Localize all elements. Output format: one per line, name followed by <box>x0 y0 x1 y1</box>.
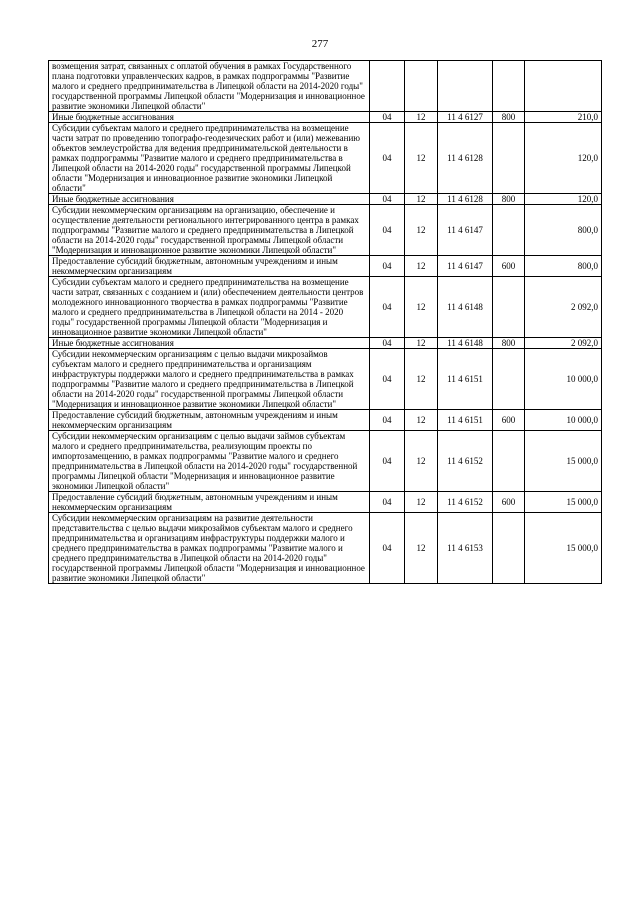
row-expense-type: 800 <box>493 194 525 205</box>
row-description: Предоставление субсидий бюджетным, автономным учреждениям и иным некоммерческим организациям <box>49 492 370 513</box>
table-row <box>49 256 602 277</box>
row-expense-type <box>493 123 525 194</box>
row-section: 04 <box>370 256 405 277</box>
row-description: Субсидии некоммерческим организациям с целью выдачи займов субъектам малого и среднего предпринимательства, реализующим проекты по импортозамещению, в рамках подпрограммы "Развитие малого и среднего предпринимательства в Липецкой области на 2014-2020 годы" государственной программы Липецкой области "Модернизация и инновационное развитие экономики Липецкой области" <box>49 431 370 492</box>
row-description: Субсидии субъектам малого и среднего предпринимательства на возмещение части затрат по проведению топографо-геодезических работ и (или) межеванию объектов землеустройства для ведения предпринимательской деятельности в рамках подпрограммы "Развитие малого и среднего предпринимательства в Липецкой области на 2014-2020 годы" государственной программы Липецкой области "Модернизация и инновационное развитие экономики Липецкой области" <box>49 123 370 194</box>
row-section: 04 <box>370 338 405 349</box>
row-expense-type <box>493 513 525 584</box>
row-expense-type: 600 <box>493 410 525 431</box>
row-subsection <box>405 61 438 112</box>
row-target-article: 11 4 6153 <box>438 513 493 584</box>
row-subsection: 12 <box>405 338 438 349</box>
table-row <box>49 123 602 194</box>
table-row <box>49 112 602 123</box>
row-amount: 10 000,0 <box>525 349 602 410</box>
row-subsection: 12 <box>405 410 438 431</box>
row-target-article: 11 4 6127 <box>438 112 493 123</box>
row-target-article <box>438 61 493 112</box>
table-row <box>49 513 602 584</box>
row-amount: 10 000,0 <box>525 410 602 431</box>
row-expense-type: 800 <box>493 338 525 349</box>
row-description: Предоставление субсидий бюджетным, автономным учреждениям и иным некоммерческим организациям <box>49 410 370 431</box>
row-subsection: 12 <box>405 123 438 194</box>
row-section <box>370 61 405 112</box>
row-section: 04 <box>370 277 405 338</box>
row-description: Предоставление субсидий бюджетным, автономным учреждениям и иным некоммерческим организациям <box>49 256 370 277</box>
row-expense-type: 600 <box>493 256 525 277</box>
table-row <box>49 410 602 431</box>
row-amount: 120,0 <box>525 123 602 194</box>
table-row <box>49 492 602 513</box>
row-section: 04 <box>370 205 405 256</box>
row-section: 04 <box>370 431 405 492</box>
row-target-article: 11 4 6148 <box>438 277 493 338</box>
row-amount <box>525 61 602 112</box>
row-amount: 210,0 <box>525 112 602 123</box>
row-expense-type: 600 <box>493 492 525 513</box>
row-subsection: 12 <box>405 431 438 492</box>
row-expense-type <box>493 277 525 338</box>
row-section: 04 <box>370 112 405 123</box>
row-subsection: 12 <box>405 277 438 338</box>
table-row <box>49 277 602 338</box>
row-description: Иные бюджетные ассигнования <box>49 338 370 349</box>
table-row <box>49 431 602 492</box>
row-section: 04 <box>370 194 405 205</box>
row-target-article: 11 4 6152 <box>438 492 493 513</box>
row-subsection: 12 <box>405 256 438 277</box>
row-amount: 120,0 <box>525 194 602 205</box>
row-amount: 15 000,0 <box>525 431 602 492</box>
table-row <box>49 338 602 349</box>
row-description: Субсидии некоммерческим организациям на организацию, обеспечение и осуществление деятельности регионального интегрированного центра в рамках подпрограммы "Развитие малого и среднего предпринимательства в Липецкой области на 2014-2020 годы" государственной программы Липецкой области "Модернизация и инновационное развитие экономики Липецкой области" <box>49 205 370 256</box>
row-target-article: 11 4 6128 <box>438 194 493 205</box>
row-expense-type <box>493 431 525 492</box>
row-subsection: 12 <box>405 492 438 513</box>
row-section: 04 <box>370 349 405 410</box>
row-target-article: 11 4 6148 <box>438 338 493 349</box>
row-description: Субсидии некоммерческим организациям с целью выдачи микрозаймов субъектам малого и среднего предпринимательства и организациям инфраструктуры поддержки малого и среднего предпринимательства в рамках подпрограммы "Развитие малого и среднего предпринимательства в Липецкой области на 2014-2020 годы" государственной программы Липецкой области "Модернизация и инновационное развитие экономики Липецкой области" <box>49 349 370 410</box>
row-section: 04 <box>370 513 405 584</box>
row-expense-type <box>493 349 525 410</box>
row-description: Субсидии субъектам малого и среднего предпринимательства на возмещение части затрат, связанных с созданием и (или) обеспечением деятельности центров молодежного инновационного творчества в рамках подпрограммы "Развитие малого и среднего предпринимательства в Липецкой области на 2014 - 2020 годы" государственной программы Липецкой области "Модернизация и инновационное развитие экономики Липецкой области" <box>49 277 370 338</box>
page-number: 277 <box>311 38 329 50</box>
row-section: 04 <box>370 492 405 513</box>
row-target-article: 11 4 6152 <box>438 431 493 492</box>
row-amount: 2 092,0 <box>525 277 602 338</box>
budget-table <box>48 60 602 584</box>
row-amount: 800,0 <box>525 205 602 256</box>
row-expense-type: 800 <box>493 112 525 123</box>
row-description: Субсидии некоммерческим организациям на развитие деятельности представительства с целью выдачи микрозаймов субъектам малого и среднего предпринимательства и организациям инфраструктуры поддержки малого и среднего предпринимательства в рамках подпрограммы "Развитие малого и среднего предпринимательства в Липецкой области на 2014-2020 годы" государственной программы Липецкой области "Модернизация и инновационное развитие экономики Липецкой области" <box>49 513 370 584</box>
table-row <box>49 194 602 205</box>
row-target-article: 11 4 6147 <box>438 256 493 277</box>
table-row <box>49 61 602 112</box>
row-description: возмещения затрат, связанных с оплатой обучения в рамках Государственного плана подготовки управленческих кадров, в рамках подпрограммы "Развитие малого и среднего предпринимательства в Липецкой области на 2014-2020 годы" государственной программы Липецкой области "Модернизация и инновационное развитие экономики Липецкой области" <box>49 61 370 112</box>
row-amount: 2 092,0 <box>525 338 602 349</box>
row-subsection: 12 <box>405 112 438 123</box>
row-section: 04 <box>370 123 405 194</box>
row-target-article: 11 4 6151 <box>438 349 493 410</box>
row-description: Иные бюджетные ассигнования <box>49 112 370 123</box>
row-amount: 800,0 <box>525 256 602 277</box>
row-target-article: 11 4 6128 <box>438 123 493 194</box>
row-expense-type <box>493 205 525 256</box>
row-expense-type <box>493 61 525 112</box>
row-amount: 15 000,0 <box>525 492 602 513</box>
table-row <box>49 205 602 256</box>
row-section: 04 <box>370 410 405 431</box>
table-row <box>49 349 602 410</box>
row-target-article: 11 4 6147 <box>438 205 493 256</box>
row-subsection: 12 <box>405 205 438 256</box>
row-subsection: 12 <box>405 349 438 410</box>
row-amount: 15 000,0 <box>525 513 602 584</box>
row-subsection: 12 <box>405 194 438 205</box>
row-target-article: 11 4 6151 <box>438 410 493 431</box>
row-description: Иные бюджетные ассигнования <box>49 194 370 205</box>
row-subsection: 12 <box>405 513 438 584</box>
